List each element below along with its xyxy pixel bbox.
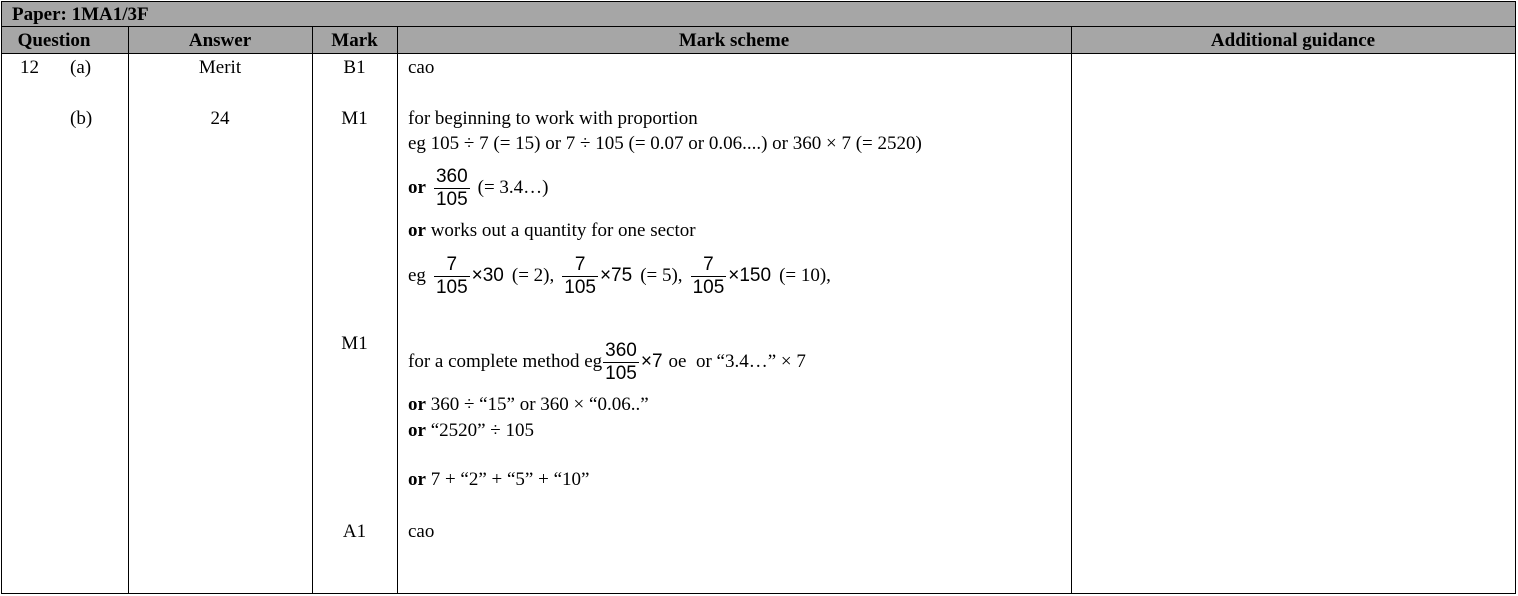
or-word: or bbox=[408, 177, 426, 198]
scheme-b-line5 bbox=[408, 246, 831, 306]
header-mark: Mark bbox=[331, 30, 378, 51]
fraction-denominator: 105 bbox=[692, 276, 725, 298]
scheme-text: 7 + “2” + “5” + “10” bbox=[430, 469, 590, 490]
mark-scheme-table bbox=[1, 1, 1516, 594]
scheme-b-line4 bbox=[408, 220, 696, 242]
mark-m1-second: M1 bbox=[341, 333, 368, 354]
fraction-denominator: 105 bbox=[605, 362, 637, 384]
eg-word: eg bbox=[408, 265, 426, 286]
scheme-a1: cao bbox=[408, 521, 435, 542]
or-word: or bbox=[408, 394, 426, 415]
scheme-text: oe or “3.4…” × 7 bbox=[668, 351, 806, 372]
fraction-360-105 bbox=[434, 166, 470, 211]
scheme-text: “2520” ÷ 105 bbox=[430, 420, 534, 441]
scheme-b-line2: eg 105 ÷ 7 (= 15) or 7 ÷ 105 (= 0.07 or 0.06....) or 360 × 7 (= 2520) bbox=[408, 133, 922, 154]
scheme-b-line3 bbox=[408, 158, 549, 218]
scheme-b-m1-line1 bbox=[408, 332, 806, 392]
or-word: or bbox=[408, 469, 426, 490]
scheme-text: works out a quantity for one sector bbox=[430, 220, 696, 241]
or-word: or bbox=[408, 420, 426, 441]
question-number: 12 bbox=[20, 57, 39, 78]
header-answer: Answer bbox=[188, 30, 252, 51]
mark-m1-first: M1 bbox=[341, 108, 368, 129]
fraction-denominator: 105 bbox=[435, 276, 468, 298]
math-result: (= 10), bbox=[779, 265, 831, 286]
part-b-label: (b) bbox=[70, 108, 93, 129]
paper-title: Paper: 1MA1/3F bbox=[2, 2, 1515, 27]
fraction-numerator: 7 bbox=[691, 254, 727, 277]
answer-a: Merit bbox=[198, 57, 242, 78]
approx-value: (= 3.4…) bbox=[477, 177, 549, 198]
scheme-a: cao bbox=[408, 57, 435, 78]
part-a-label: (a) bbox=[70, 57, 92, 78]
header-mark-scheme: Mark scheme bbox=[678, 30, 790, 51]
fraction-7-105 bbox=[434, 254, 470, 299]
divider bbox=[397, 27, 398, 593]
fraction-7-105 bbox=[691, 254, 727, 299]
scheme-text: 360 ÷ “15” or 360 × “0.06..” bbox=[430, 394, 649, 415]
fraction-numerator: 7 bbox=[562, 254, 598, 277]
math-result: (= 2), bbox=[511, 265, 555, 286]
fraction-denominator: 105 bbox=[564, 276, 596, 298]
or-word: or bbox=[408, 220, 426, 241]
math-term: ×150 bbox=[728, 265, 772, 286]
header-question: Question bbox=[17, 30, 91, 51]
fraction-numerator: 7 bbox=[434, 254, 470, 277]
header-row bbox=[2, 27, 1515, 54]
math-term: ×30 bbox=[471, 265, 504, 286]
math-term: ×75 bbox=[599, 265, 633, 286]
mark-b1: B1 bbox=[343, 57, 366, 78]
scheme-text: for a complete method eg bbox=[408, 351, 603, 372]
scheme-b-line1: for beginning to work with proportion bbox=[408, 108, 698, 129]
header-additional-guidance: Additional guidance bbox=[1210, 30, 1376, 51]
answer-b: 24 bbox=[210, 108, 230, 129]
fraction-numerator: 360 bbox=[435, 165, 468, 187]
math-term: ×7 bbox=[640, 351, 663, 372]
fraction-numerator: 360 bbox=[605, 339, 637, 361]
math-result: (= 5), bbox=[640, 265, 683, 286]
scheme-b-m1-line4 bbox=[408, 469, 589, 491]
fraction-7-105 bbox=[562, 254, 598, 299]
mark-a1: A1 bbox=[342, 521, 367, 542]
scheme-b-m1-line3 bbox=[408, 420, 534, 442]
fraction-360-105 bbox=[603, 340, 639, 385]
scheme-b-m1-line2 bbox=[408, 394, 649, 416]
divider bbox=[1071, 27, 1072, 593]
fraction-denominator: 105 bbox=[435, 188, 468, 210]
